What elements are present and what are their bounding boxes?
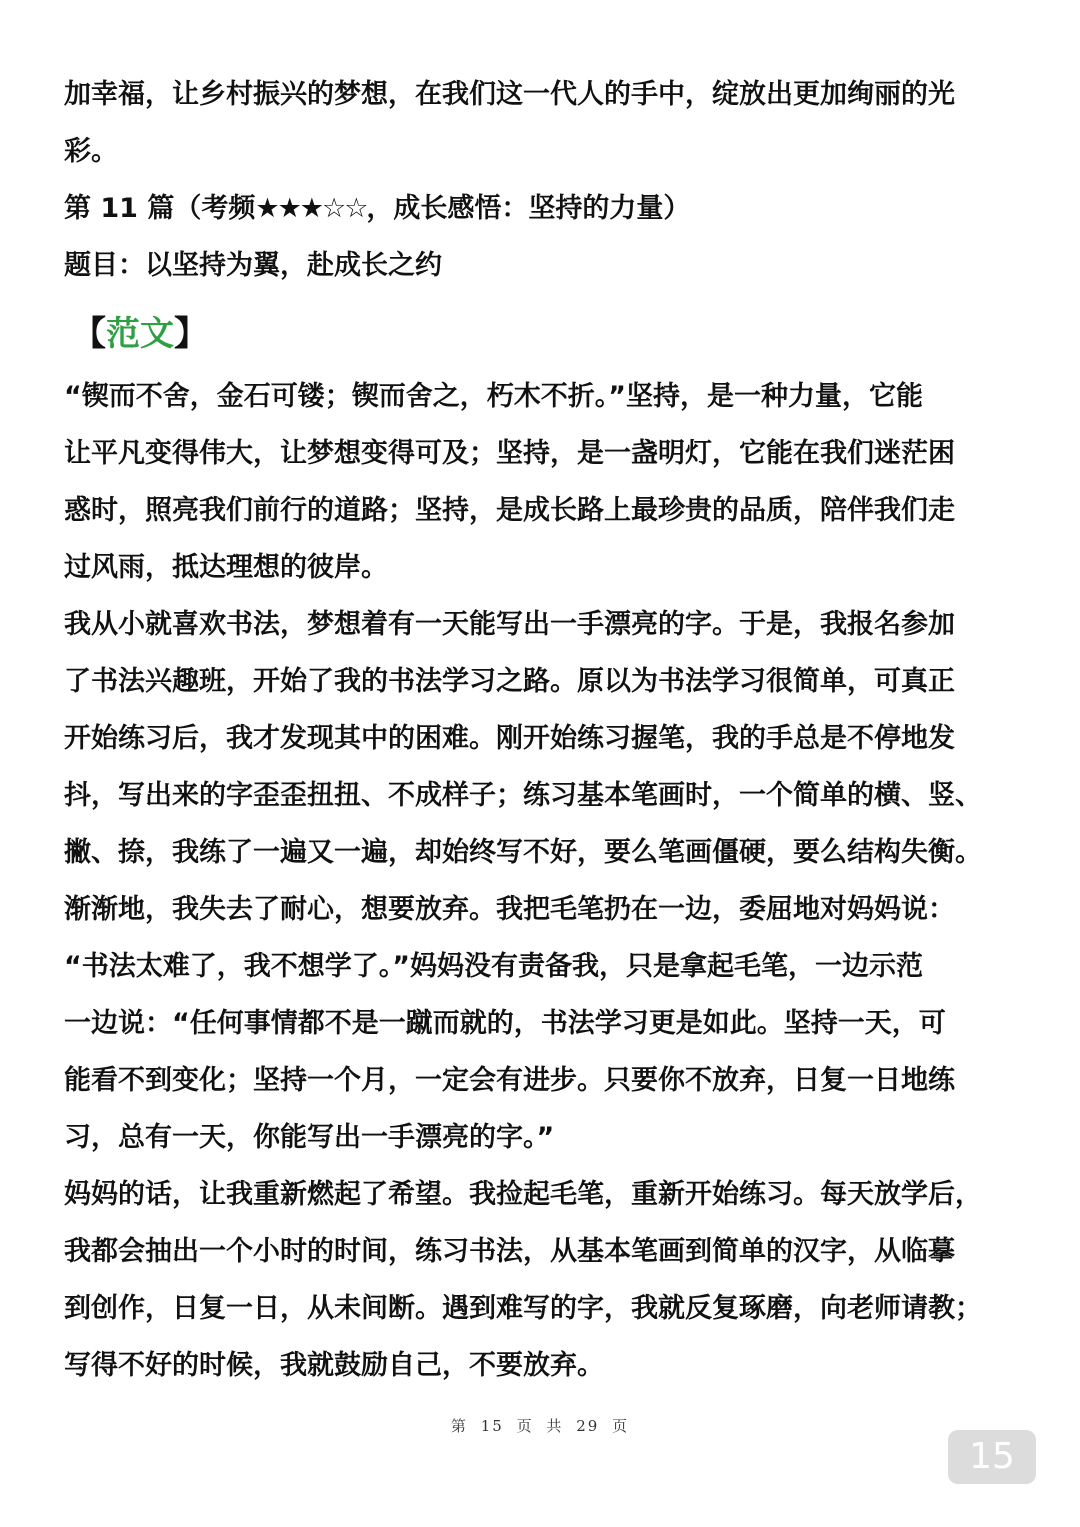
bracket-close: 】 xyxy=(174,314,208,354)
text-line: 过风雨，抵达理想的彼岸。 xyxy=(64,552,388,583)
text-line: 习，总有一天，你能写出一手漂亮的字。” xyxy=(64,1122,555,1153)
article-title: 题目：以坚持为翼，赴成长之约 xyxy=(64,250,442,281)
text-line: 撇、捺，我练了一遍又一遍，却始终写不好，要么笔画僵硬，要么结构失衡。 xyxy=(64,837,982,868)
text-line: 渐渐地，我失去了耐心，想要放弃。我把毛笔扔在一边，委屈地对妈妈说： xyxy=(64,894,955,925)
footer-total-pages: 29 xyxy=(576,1417,600,1435)
text-line: 一边说：“任何事情都不是一蹴而就的，书法学习更是如此。坚持一天，可 xyxy=(64,1008,946,1039)
text-line: 加幸福，让乡村振兴的梦想，在我们这一代人的手中，绽放出更加绚丽的光 xyxy=(64,79,955,110)
text-line: 让平凡变得伟大，让梦想变得可及；坚持，是一盏明灯，它能在我们迷茫困 xyxy=(64,438,955,469)
text-line: “锲而不舍，金石可镂；锲而舍之，朽木不折。”坚持，是一种力量，它能 xyxy=(64,381,923,412)
text-line: 能看不到变化；坚持一个月，一定会有进步。只要你不放弃，日复一日地练 xyxy=(64,1065,955,1096)
text-line: 到创作，日复一日，从未间断。遇到难写的字，我就反复琢磨，向老师请教； xyxy=(64,1293,982,1324)
text-line: 抖，写出来的字歪歪扭扭、不成样子；练习基本笔画时，一个简单的横、竖、 xyxy=(64,780,982,811)
text-line: 开始练习后，我才发现其中的困难。刚开始练习握笔，我的手总是不停地发 xyxy=(64,723,955,754)
article-heading-prefix: 第 11 篇（考频 xyxy=(64,193,256,224)
footer-current-page: 15 xyxy=(480,1417,504,1435)
text-line: 妈妈的话，让我重新燃起了希望。我捡起毛笔，重新开始练习。每天放学后， xyxy=(64,1179,982,1210)
text-line: 惑时，照亮我们前行的道路；坚持，是成长路上最珍贵的品质，陪伴我们走 xyxy=(64,495,955,526)
text-line: 我都会抽出一个小时的时间，练习书法，从基本笔画到简单的汉字，从临摹 xyxy=(64,1236,955,1267)
footer-label-page-unit: 页 xyxy=(516,1417,534,1435)
text-line: 了书法兴趣班，开始了我的书法学习之路。原以为书法学习很简单，可真正 xyxy=(64,666,955,697)
text-line: 写得不好的时候，我就鼓励自己，不要放弃。 xyxy=(64,1350,604,1381)
section-marker xyxy=(72,308,1016,360)
footer-label-total-unit: 页 xyxy=(612,1417,630,1435)
footer-label-page: 第 xyxy=(450,1417,468,1435)
essay-body xyxy=(64,368,1016,1394)
bracket-open: 【 xyxy=(72,314,106,354)
footer-label-total: 共 xyxy=(546,1417,564,1435)
section-marker-text: 范文 xyxy=(106,314,174,354)
page-number-badge: 15 xyxy=(948,1430,1036,1484)
text-line: 彩。 xyxy=(64,136,118,167)
article-heading-suffix: ，成长感悟：坚持的力量） xyxy=(366,193,691,224)
frequency-stars: ★★★☆☆ xyxy=(255,193,367,224)
text-line: 我从小就喜欢书法，梦想着有一天能写出一手漂亮的字。于是，我报名参加 xyxy=(64,609,955,640)
document-page xyxy=(64,66,1016,1394)
page-footer xyxy=(0,1415,1080,1436)
article-heading xyxy=(64,180,1016,237)
text-line: “书法太难了，我不想学了。”妈妈没有责备我，只是拿起毛笔，一边示范 xyxy=(64,951,923,982)
